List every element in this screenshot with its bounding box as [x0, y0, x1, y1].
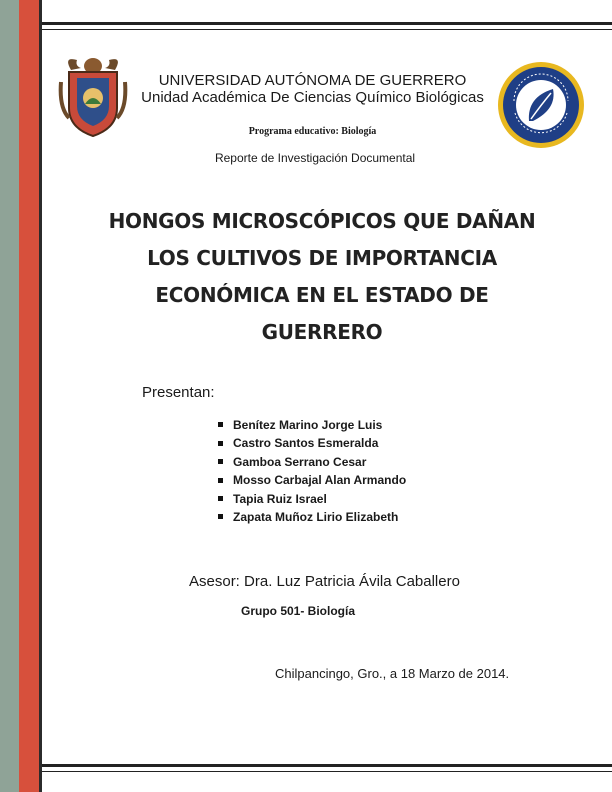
bottom-rule-thin [42, 771, 612, 772]
author-item [218, 490, 406, 508]
unidad-academica: Unidad Académica De Ciencias Químico Biológicas [141, 89, 484, 106]
report-type: Reporte de Investigación Documental [214, 151, 416, 165]
author-name: Benítez Marino Jorge Luis [233, 418, 383, 432]
author-name: Tapia Ruiz Israel [233, 491, 327, 506]
top-rule-thin [42, 29, 612, 30]
asesor-line: Asesor: Dra. Luz Patricia Ávila Caballero [189, 573, 460, 590]
top-rule [42, 22, 612, 25]
title-line: GUERRERO [261, 320, 383, 344]
author-item [218, 434, 406, 452]
square-bullet-icon [218, 422, 223, 427]
presentan-label: Presentan: [142, 384, 215, 401]
author-item [218, 453, 406, 471]
date-place-line: Chilpancingo, Gro., a 18 Marzo de 2014. [275, 666, 510, 681]
square-bullet-icon [218, 441, 223, 446]
title-line: ECONÓMICA EN EL ESTADO DE [155, 283, 489, 307]
programa-educativo: Programa educativo: Biología [248, 126, 377, 137]
university-coat-of-arms-icon [57, 52, 129, 140]
bottom-rule [42, 764, 612, 767]
author-name: Zapata Muñoz Lirio Elizabeth [233, 510, 399, 525]
author-name: Mosso Carbajal Alan Armando [233, 473, 407, 488]
author-item [218, 508, 406, 526]
author-item [218, 471, 406, 489]
document-title [90, 203, 554, 351]
left-gray-stripe [0, 0, 19, 792]
square-bullet-icon [218, 459, 223, 464]
grupo-line: Grupo 501- Biología [241, 604, 356, 618]
author-name: Gamboa Serrano Cesar [233, 454, 367, 469]
title-line: HONGOS MICROSCÓPICOS QUE DAÑAN [108, 209, 536, 233]
left-red-stripe [19, 0, 39, 792]
title-line: LOS CULTIVOS DE IMPORTANCIA [147, 246, 497, 270]
square-bullet-icon [218, 496, 223, 501]
author-list [218, 416, 406, 526]
university-name: UNIVERSIDAD AUTÓNOMA DE GUERRERO [158, 72, 467, 89]
carrera-de-biologia-logo-icon [497, 61, 585, 149]
author-name: Castro Santos Esmeralda [233, 436, 379, 451]
square-bullet-icon [218, 478, 223, 483]
square-bullet-icon [218, 514, 223, 519]
left-dark-stripe [39, 0, 42, 792]
author-item [218, 416, 406, 434]
